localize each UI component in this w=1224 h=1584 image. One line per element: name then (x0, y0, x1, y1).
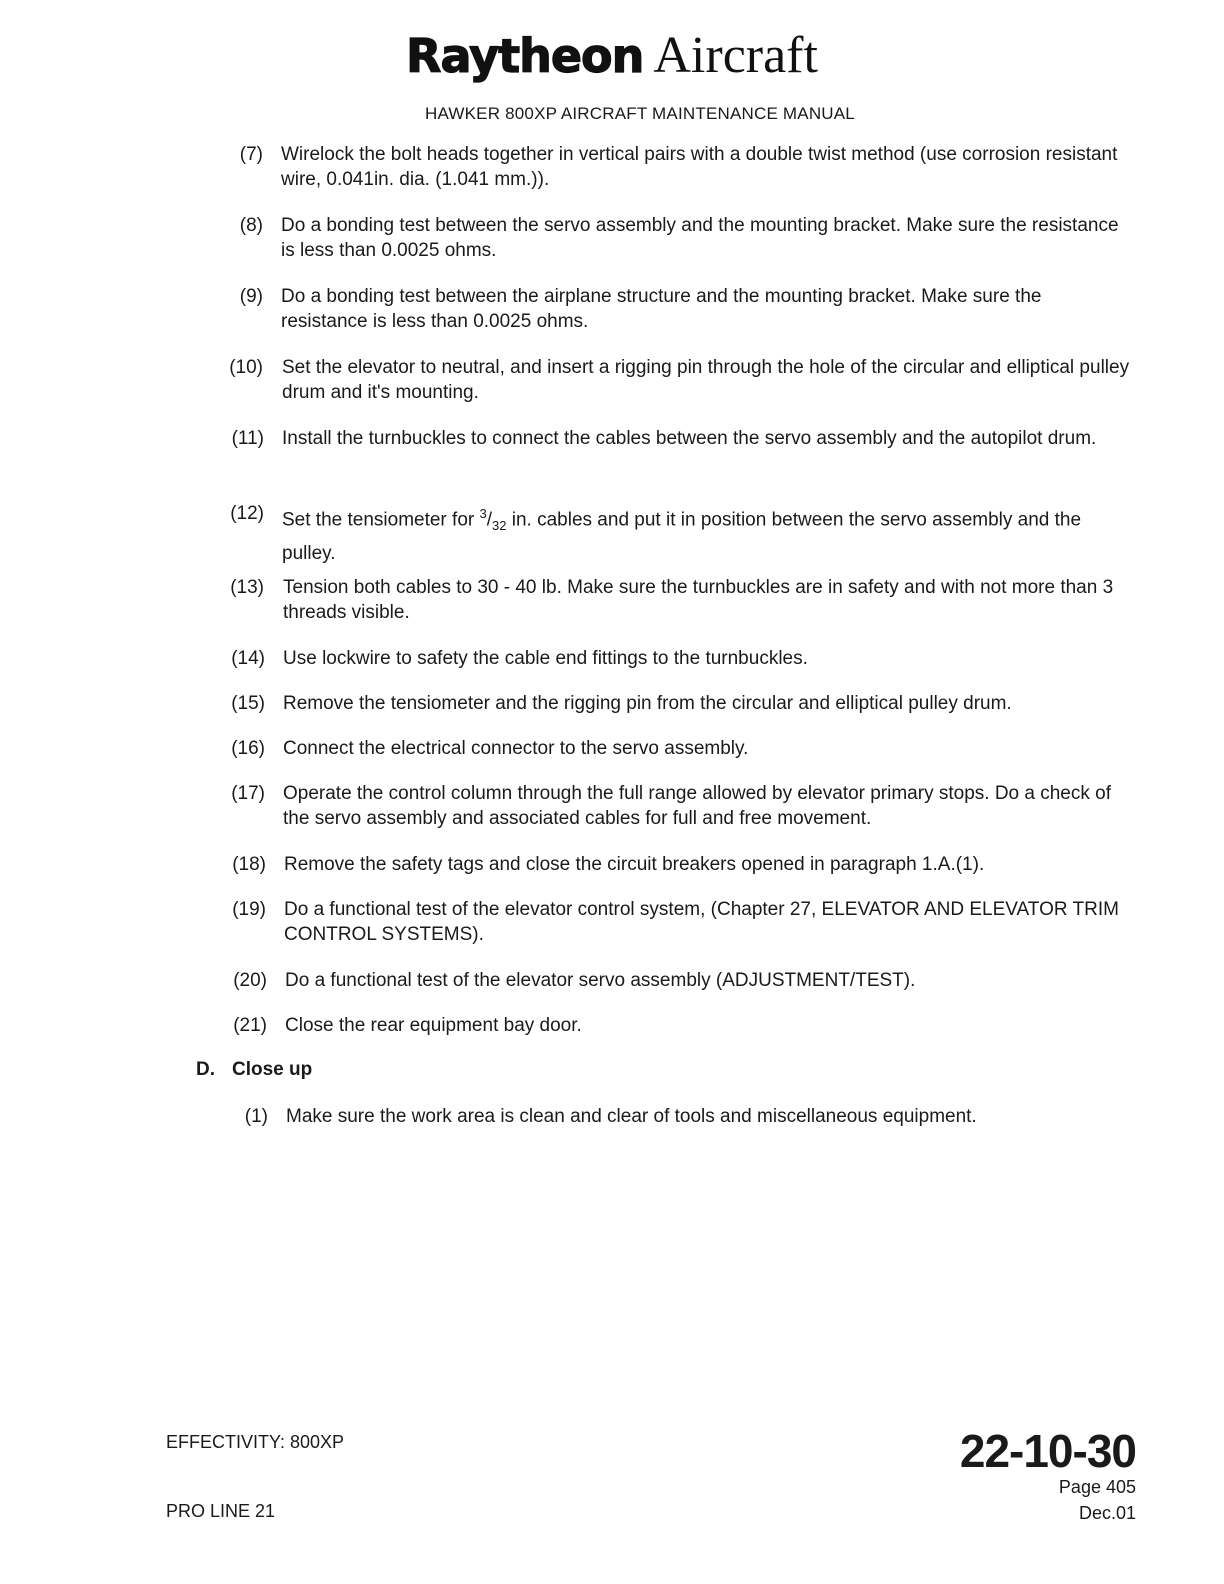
step-number: (15) (231, 693, 265, 714)
step-text-before: Set the tensiometer for (282, 509, 480, 531)
step-number: (1) (244, 1106, 268, 1127)
section-heading (196, 1059, 312, 1081)
document-number: 22-10-30 (959, 1425, 1136, 1477)
step-text: Tension both cables to 30 - 40 lb. Make sure the turnbuckles are in safety and with not more than 3 threads visible. (283, 577, 1114, 623)
step-number: (12) (230, 503, 264, 524)
manual-title: HAWKER 800XP AIRCRAFT MAINTENANCE MANUAL (425, 104, 855, 123)
revision-date: Dec.01 (1078, 1503, 1136, 1523)
pro-line: PRO LINE 21 (166, 1501, 276, 1521)
step-number: (10) (229, 357, 263, 378)
step-number: (8) (239, 215, 263, 236)
effectivity: EFFECTIVITY: 800XP (166, 1432, 345, 1452)
step-text: Remove the safety tags and close the circuit breakers opened in paragraph 1.A.(1). (284, 854, 985, 875)
fraction-numerator: 3 (479, 506, 487, 521)
step-number: (20) (233, 970, 267, 991)
brand-word: Aircraft (653, 27, 818, 84)
step-text: Set the elevator to neutral, and insert a rigging pin through the hole of the circular and elliptical pulley drum and it's mounting. (282, 357, 1130, 403)
brand-name: Raytheon (406, 29, 644, 83)
step-text-after: in. cables and put it in position between the servo assembly and the pulley. (282, 509, 1082, 565)
step-number: (18) (232, 854, 266, 875)
fraction-denominator: 32 (492, 518, 507, 534)
step-text (282, 500, 1132, 568)
step-number: (19) (232, 899, 266, 920)
step-text: Install the turnbuckles to connect the cables between the servo assembly and the autopilot drum. (282, 428, 1097, 449)
step-number: (9) (239, 286, 263, 307)
step-text: Connect the electrical connector to the servo assembly. (283, 738, 749, 759)
step-number: (13) (230, 577, 264, 598)
step-text: Use lockwire to safety the cable end fittings to the turnbuckles. (283, 648, 808, 669)
page-number: Page 405 (1058, 1477, 1136, 1497)
section-letter: D. (196, 1059, 215, 1080)
step-number: (21) (233, 1015, 267, 1036)
section-title: Close up (232, 1059, 313, 1080)
step-text: Do a bonding test between the airplane structure and the mounting bracket. Make sure the resistance is less than 0.0025 ohms. (281, 286, 1042, 332)
brand-logo (0, 27, 1224, 84)
step-number: (14) (231, 648, 265, 669)
step-text: Do a bonding test between the servo assembly and the mounting bracket. Make sure the resistance is less than 0.0025 ohms. (281, 215, 1119, 261)
fraction-separator: / (486, 509, 493, 531)
step-number: (16) (231, 738, 265, 759)
step-text: Make sure the work area is clean and clear of tools and miscellaneous equipment. (286, 1106, 977, 1127)
step-text: Operate the control column through the full range allowed by elevator primary stops. Do a check of the servo assembly and associated cables for full and free movement. (283, 783, 1111, 829)
step-text: Do a functional test of the elevator control system, (Chapter 27, ELEVATOR AND ELEVATOR TRIM CONTROL SYSTEMS). (284, 899, 1119, 945)
step-text: Remove the tensiometer and the rigging pin from the circular and elliptical pulley drum. (283, 693, 1012, 714)
step-text: Do a functional test of the elevator servo assembly (ADJUSTMENT/TEST). (285, 970, 916, 991)
step-text: Close the rear equipment bay door. (285, 1015, 582, 1036)
step-number: (7) (239, 144, 263, 165)
step-number: (11) (231, 428, 264, 449)
step-number: (17) (231, 783, 265, 804)
step-text: Wirelock the bolt heads together in vertical pairs with a double twist method (use corrosion resistant wire, 0.041in. dia. (1.041 mm.)). (281, 144, 1118, 190)
